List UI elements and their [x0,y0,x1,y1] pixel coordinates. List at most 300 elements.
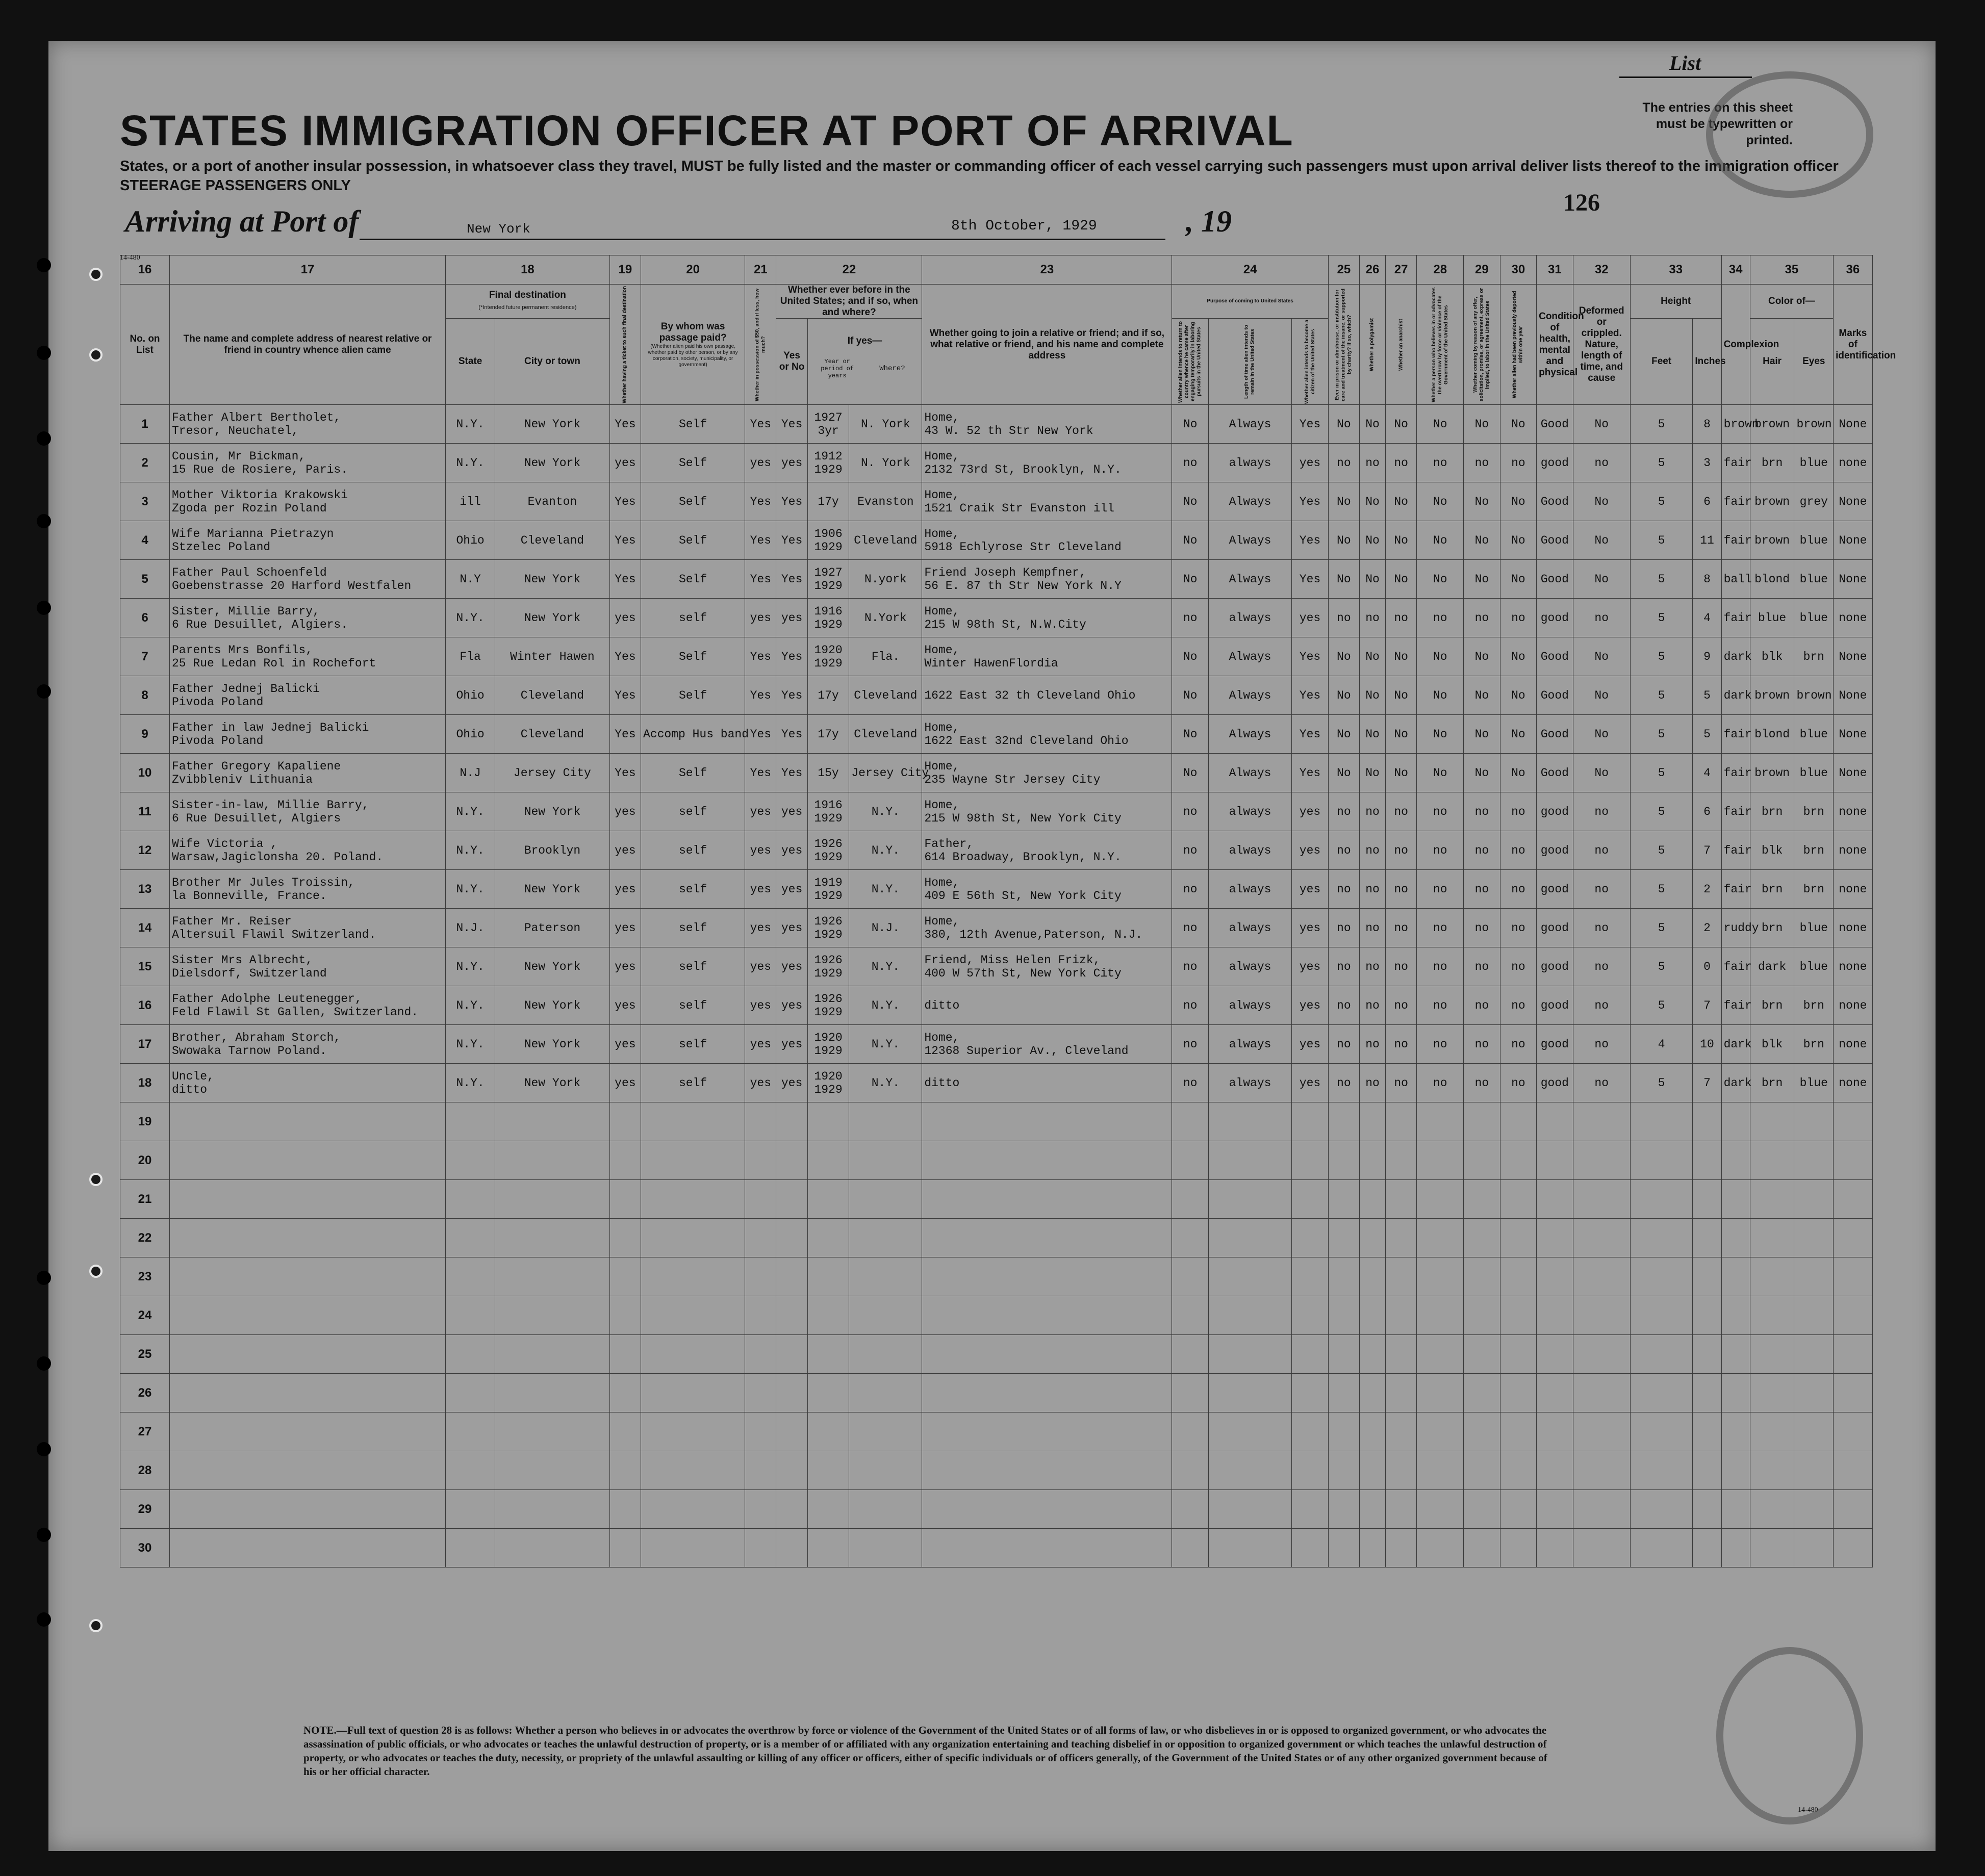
empty-cell [1359,1296,1385,1335]
purpose-citizen: yes [1292,1064,1329,1102]
hair-color: brn [1750,909,1794,947]
passage-paid-by: self [641,792,745,831]
empty-cell [776,1451,807,1490]
height-feet: 5 [1630,754,1693,792]
q28-value: no [1417,792,1464,831]
q29-value: no [1464,1064,1500,1102]
hair-color: blk [1750,831,1794,870]
empty-cell [1172,1412,1208,1451]
empty-cell [807,1141,849,1180]
row-number: 7 [120,637,170,676]
list-underline [1619,76,1752,78]
empty-cell [641,1490,745,1529]
joining-relative [922,986,1172,1025]
final-destination-label: Final destination [489,290,566,300]
purpose-citizen: Yes [1292,676,1329,715]
previous-year-line: 1929 [814,811,843,825]
empty-cell [807,1412,849,1451]
empty-cell [922,1180,1172,1219]
prison-value: no [1328,444,1359,482]
empty-cell [495,1451,610,1490]
prison-value: no [1328,599,1359,637]
ticket-value: Yes [609,405,641,444]
column-number: 30 [1500,255,1536,285]
relative-address [169,1064,445,1102]
empty-cell [1794,1296,1834,1335]
relative-address [169,947,445,986]
fifty-dollars-value: Yes [745,405,776,444]
q30-value: no [1500,1025,1536,1064]
previous-location: Cleveland [849,676,922,715]
height-feet: 5 [1630,482,1693,521]
polygamist-value: No [1359,560,1385,599]
height-feet: 5 [1630,715,1693,754]
polygamist-value: no [1359,986,1385,1025]
empty-cell [1464,1180,1500,1219]
prison-value: No [1328,482,1359,521]
empty-cell [849,1374,922,1412]
previous-location: Jersey City [849,754,922,792]
health-condition: Good [1537,715,1573,754]
relative-address-line: Father Jednej Balicki [171,682,320,696]
header-ticket: Whether having a ticket to such final destination [609,285,641,405]
passenger-row [120,909,1951,947]
height-feet: 5 [1630,986,1693,1025]
health-condition: good [1537,909,1573,947]
previous-year-line: 15y [818,766,839,780]
empty-cell [776,1374,807,1412]
empty-cell [1573,1335,1630,1374]
joining-relative [922,560,1172,599]
header-prison: Ever in prison or almshouse, or institution for care and treatment of the insane, or supported by charity? If so, which? [1328,285,1359,405]
destination-state: N.Y. [446,792,495,831]
empty-cell [1386,1335,1417,1374]
previous-years [807,831,849,870]
empty-cell [1537,1257,1573,1296]
joining-line: Home, [924,449,960,463]
relative-address-line: la Bonneville, France. [171,889,327,903]
ever-before-value: yes [776,870,807,909]
date-underline [890,239,1165,240]
relative-address [169,1025,445,1064]
empty-cell [1328,1529,1359,1567]
empty-cell [1794,1374,1834,1412]
row-number: 25 [120,1335,170,1374]
q28-value: No [1417,754,1464,792]
height-inches: 5 [1693,715,1721,754]
q28-value: no [1417,831,1464,870]
empty-cell [1328,1490,1359,1529]
empty-cell [1721,1257,1750,1296]
relative-address-line: Brother, Abraham Storch, [171,1031,341,1044]
column-number: 28 [1417,255,1464,285]
joining-line: Home, [924,759,960,773]
form-title: STATES IMMIGRATION OFFICER AT PORT OF ARRIVAL [120,107,1294,155]
prison-value: no [1328,1064,1359,1102]
header-fifty-dollars: Whether in possession of $50, and if less, how much? [745,285,776,405]
destination-state: N.Y. [446,986,495,1025]
ever-before-value: yes [776,986,807,1025]
relative-address-line: Feld Flawil St Gallen, Switzerland. [171,1005,419,1019]
destination-city: Jersey City [495,754,610,792]
empty-cell [1208,1529,1291,1567]
passenger-class-line: STEERAGE PASSENGERS ONLY [120,177,351,194]
joining-relative [922,1064,1172,1102]
row-number: 23 [120,1257,170,1296]
complexion-value: fair [1721,521,1750,560]
purpose-return: No [1172,715,1208,754]
prison-value: No [1328,676,1359,715]
empty-cell [807,1335,849,1374]
complexion-value: fair [1721,599,1750,637]
q29-value: no [1464,831,1500,870]
purpose-return: no [1172,1025,1208,1064]
passage-paid-by: Self [641,676,745,715]
previous-year-line: 1927 [814,410,843,424]
empty-cell [1794,1102,1834,1141]
punch-hole [37,258,51,272]
anarchist-value: No [1386,754,1417,792]
joining-line: 215 W 98th St, N.W.City [924,618,1086,631]
joining-line: ditto [924,1076,960,1090]
destination-state: Ohio [446,676,495,715]
purpose-return: no [1172,831,1208,870]
fifty-dollars-value: yes [745,1064,776,1102]
passage-paid-by: self [641,599,745,637]
deformed-value: No [1573,754,1630,792]
empty-cell [1750,1219,1794,1257]
column-number: 23 [922,255,1172,285]
empty-cell [745,1451,776,1490]
ticket-value: yes [609,870,641,909]
empty-cell [1292,1180,1329,1219]
empty-cell [1693,1102,1721,1141]
relative-address [169,792,445,831]
hair-color: blk [1750,637,1794,676]
ever-before-value: Yes [776,521,807,560]
empty-cell [1172,1335,1208,1374]
column-number: 24 [1172,255,1328,285]
previous-year-line: 17y [818,727,839,741]
q30-value: No [1500,637,1536,676]
destination-city: New York [495,599,610,637]
purpose-length: Always [1208,560,1291,599]
passage-paid-by: self [641,870,745,909]
empty-cell [1386,1257,1417,1296]
deformed-value: no [1573,792,1630,831]
purpose-citizen: Yes [1292,637,1329,676]
passage-paid-by: Accomp Hus band [641,715,745,754]
anarchist-value: no [1386,947,1417,986]
previous-year-line: 1929 [814,656,843,670]
previous-location: N.Y. [849,947,922,986]
complexion-value: brown [1721,405,1750,444]
empty-cell [1328,1335,1359,1374]
punch-hole [37,431,51,446]
joining-relative [922,715,1172,754]
empty-cell [1172,1374,1208,1412]
height-feet: 5 [1630,637,1693,676]
q28-value: No [1417,637,1464,676]
column-number: 33 [1630,255,1721,285]
prison-value: No [1328,637,1359,676]
empty-cell [1208,1141,1291,1180]
empty-cell [1208,1219,1291,1257]
empty-cell [641,1141,745,1180]
polygamist-value: no [1359,870,1385,909]
row-number: 8 [120,676,170,715]
prison-value: no [1328,870,1359,909]
eye-color: blue [1794,560,1834,599]
empty-cell [609,1257,641,1296]
purpose-length: always [1208,870,1291,909]
empty-cell [1834,1102,1873,1141]
fifty-dollars-value: yes [745,947,776,986]
prison-value: No [1328,754,1359,792]
identification-marks: None [1834,676,1873,715]
empty-cell [1208,1180,1291,1219]
height-inches: 11 [1693,521,1721,560]
ticket-value: yes [609,444,641,482]
empty-cell [1794,1141,1834,1180]
empty-cell [495,1490,610,1529]
header-inches: Inches [1693,319,1721,405]
complexion-value: fair [1721,715,1750,754]
previous-location: N.Y. [849,1064,922,1102]
previous-year-line: 17y [818,688,839,702]
purpose-return: No [1172,637,1208,676]
empty-cell [495,1219,610,1257]
previous-year-line: 1920 [814,1069,843,1083]
empty-row [120,1257,1951,1296]
form-subtitle: States, or a port of another insular possession, in whatsoever class they travel, MUST be fully listed and the master or commanding officer of each vessel carrying such passengers must upon arrival deliver lists thereof to the immigration officer [120,158,1839,174]
q29-value: no [1464,909,1500,947]
ever-before-value: Yes [776,637,807,676]
row-number: 10 [120,754,170,792]
row-number: 28 [120,1451,170,1490]
empty-cell [1386,1141,1417,1180]
row-number: 24 [120,1296,170,1335]
identification-marks: None [1834,405,1873,444]
anarchist-value: No [1386,676,1417,715]
empty-cell [745,1529,776,1567]
empty-cell [1417,1374,1464,1412]
purpose-citizen: yes [1292,909,1329,947]
purpose-return: No [1172,560,1208,599]
year-label: , 19 [1186,204,1232,238]
joining-line: Home, [924,643,960,657]
health-condition: good [1537,831,1573,870]
empty-cell [609,1296,641,1335]
height-inches: 7 [1693,1064,1721,1102]
destination-state: N.Y. [446,947,495,986]
empty-cell [1693,1180,1721,1219]
empty-cell [1693,1529,1721,1567]
height-feet: 5 [1630,870,1693,909]
previous-year-line: 1929 [814,579,843,593]
previous-year-line: 1926 [814,837,843,851]
empty-cell [1417,1529,1464,1567]
previous-year-line: 1919 [814,876,843,889]
relative-address [169,521,445,560]
passenger-row [120,482,1951,521]
empty-cell [1208,1335,1291,1374]
empty-cell [922,1412,1172,1451]
destination-city: Cleveland [495,676,610,715]
empty-cell [1573,1257,1630,1296]
empty-cell [1750,1529,1794,1567]
empty-cell [1386,1296,1417,1335]
empty-row [120,1529,1951,1567]
empty-cell [609,1490,641,1529]
empty-cell [1328,1141,1359,1180]
empty-cell [1208,1257,1291,1296]
ticket-value: Yes [609,637,641,676]
q28-value: no [1417,947,1464,986]
empty-cell [807,1374,849,1412]
empty-cell [1386,1451,1417,1490]
joining-relative [922,521,1172,560]
prison-value: no [1328,909,1359,947]
height-inches: 5 [1693,676,1721,715]
empty-cell [1386,1219,1417,1257]
identification-marks: None [1834,521,1873,560]
relative-address-line: Father Adolphe Leutenegger, [171,992,362,1006]
empty-cell [776,1529,807,1567]
purpose-length: Always [1208,637,1291,676]
empty-cell [1359,1141,1385,1180]
empty-cell [1573,1219,1630,1257]
row-number: 12 [120,831,170,870]
identification-marks: none [1834,1064,1873,1102]
passage-paid-by: Self [641,482,745,521]
punch-hole [37,514,51,528]
q30-value: No [1500,560,1536,599]
previous-year-line: 17y [818,495,839,508]
height-inches: 4 [1693,599,1721,637]
destination-city: New York [495,1064,610,1102]
relative-address-line: 6 Rue Desuillet, Algiers [171,811,341,825]
relative-address-line: Tresor, Neuchatel, [171,424,299,438]
polygamist-value: No [1359,405,1385,444]
passenger-row [120,831,1951,870]
q29-value: No [1464,715,1500,754]
empty-cell [1292,1412,1329,1451]
empty-cell [1464,1257,1500,1296]
q29-value: no [1464,599,1500,637]
if-yes-subtable [810,350,920,388]
sheet-number: 126 [1563,189,1600,216]
previous-year-line: 1929 [814,618,843,631]
ever-before-value: yes [776,909,807,947]
empty-cell [1172,1219,1208,1257]
eye-color: blue [1794,599,1834,637]
joining-line: 380, 12th Avenue,Paterson, N.J. [924,928,1143,941]
empty-cell [849,1490,922,1529]
empty-cell [1537,1529,1573,1567]
polygamist-value: no [1359,1064,1385,1102]
empty-cell [807,1529,849,1567]
eye-color: brown [1794,405,1834,444]
ever-before-value: Yes [776,715,807,754]
height-feet: 5 [1630,521,1693,560]
empty-cell [446,1335,495,1374]
row-number: 3 [120,482,170,521]
column-number: 16 [120,255,170,285]
height-feet: 5 [1630,947,1693,986]
destination-city: New York [495,947,610,986]
empty-cell [849,1141,922,1180]
ever-before-value: yes [776,792,807,831]
joining-line: Home, [924,876,960,889]
joining-relative [922,947,1172,986]
empty-cell [446,1257,495,1296]
health-condition: Good [1537,405,1573,444]
q30-value: No [1500,482,1536,521]
header-q28: Whether a person who believes in or advocates the overthrow by force or violence of the Government of the United States [1417,285,1464,405]
empty-cell [1172,1257,1208,1296]
previous-years [807,986,849,1025]
previous-year-line: 1926 [814,992,843,1006]
passenger-row [120,676,1951,715]
empty-cell [1292,1335,1329,1374]
relative-address-line: Zvibbleniv Lithuania [171,773,313,786]
relative-address-line: Sister Mrs Albrecht, [171,953,313,967]
deformed-value: No [1573,637,1630,676]
passage-paid-by: self [641,947,745,986]
empty-cell [1464,1296,1500,1335]
empty-row [120,1374,1951,1412]
height-feet: 5 [1630,405,1693,444]
fifty-dollars-value: yes [745,1025,776,1064]
relative-address-line: Sister-in-law, Millie Barry, [171,798,369,812]
empty-cell [922,1257,1172,1296]
empty-cell [1630,1141,1693,1180]
row-number: 6 [120,599,170,637]
q28-value: no [1417,1064,1464,1102]
header-marks: Marks of identification [1834,285,1873,405]
column-number: 29 [1464,255,1500,285]
passage-paid-by: Self [641,444,745,482]
passenger-row [120,947,1951,986]
empty-cell [1292,1141,1329,1180]
row-number: 30 [120,1529,170,1567]
height-feet: 5 [1630,792,1693,831]
empty-cell [1359,1451,1385,1490]
q28-value: No [1417,560,1464,599]
prison-value: no [1328,986,1359,1025]
relative-address-line: Zgoda per Rozin Poland [171,501,327,515]
empty-cell [1208,1451,1291,1490]
eye-color: grey [1794,482,1834,521]
column-number: 36 [1834,255,1873,285]
purpose-return: no [1172,792,1208,831]
empty-cell [1417,1141,1464,1180]
empty-cell [1834,1219,1873,1257]
previous-location: N.J. [849,909,922,947]
empty-cell [1750,1412,1794,1451]
empty-cell [1573,1451,1630,1490]
eye-color: blue [1794,909,1834,947]
health-condition: good [1537,792,1573,831]
health-condition: good [1537,1064,1573,1102]
polygamist-value: no [1359,599,1385,637]
row-number: 17 [120,1025,170,1064]
empty-cell [1172,1102,1208,1141]
complexion-value: fair [1721,986,1750,1025]
empty-cell [641,1257,745,1296]
empty-row [120,1219,1951,1257]
